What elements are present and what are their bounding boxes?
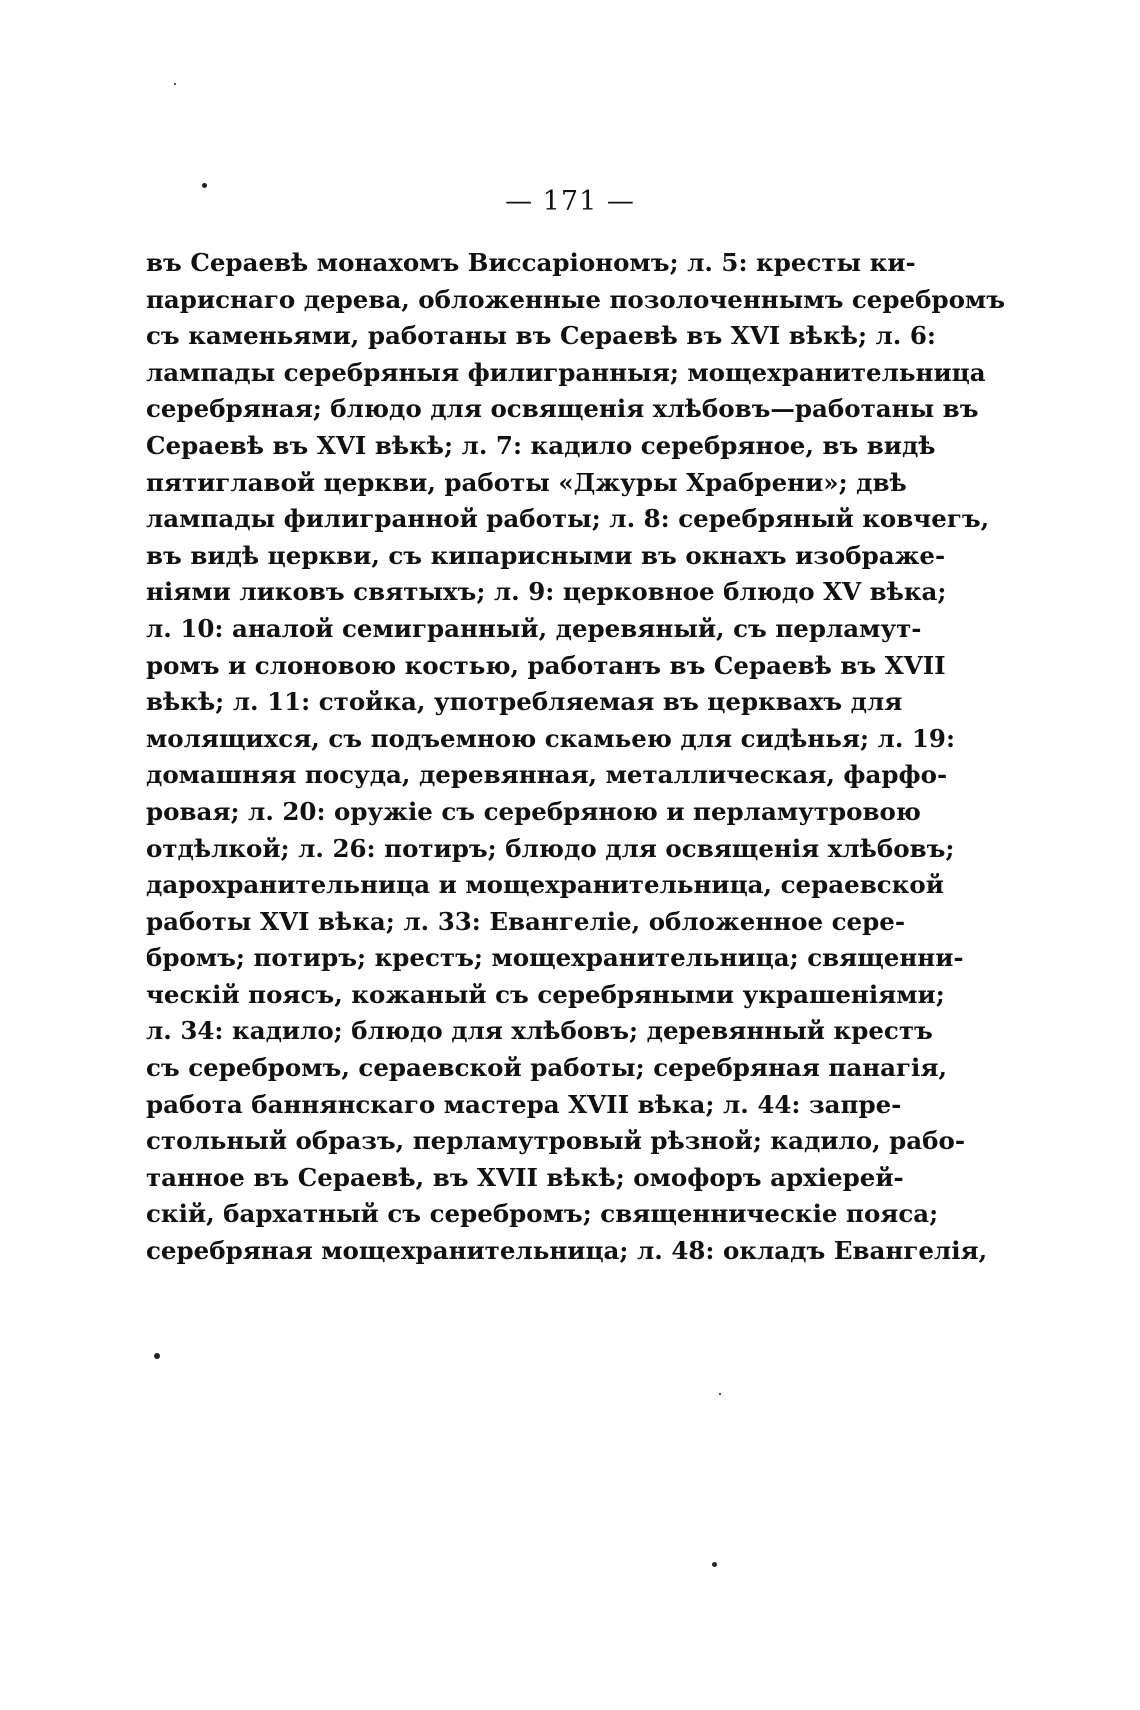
text-line: серебряная мощехранительница; л. 48: окладъ Евангелія, — [146, 1236, 988, 1266]
text-line: съ каменьями, работаны въ Сераевѣ въ XVI вѣкѣ; л. 6: — [146, 321, 936, 351]
text-line: дарохранительница и мощехранительница, сераевской — [146, 870, 944, 900]
text-line: съ серебромъ, сераевской работы; серебряная панагія, — [146, 1053, 947, 1083]
text-line: лампады филигранной работы; л. 8: серебряный ковчегъ, — [146, 504, 990, 534]
text-line: париснаго дерева, обложенные позолоченнымъ серебромъ — [146, 284, 1006, 314]
text-line: л. 10: аналой семигранный, деревяный, съ перламут- — [146, 613, 922, 643]
text-line: бромъ; потиръ; крестъ; мощехранительница; священни- — [146, 943, 964, 973]
text-line: работа баннянскаго мастера XVII вѣка; л. 44: запре- — [146, 1089, 902, 1119]
text-line: пятиглавой церкви, работы «Джуры Храбрени»; двѣ — [146, 467, 907, 497]
text-line: вѣкѣ; л. 11: стойка, употребляемая въ церквахъ для — [146, 687, 903, 717]
text-line: работы XVI вѣка; л. 33: Евангеліе, обложенное сере- — [146, 906, 906, 936]
page-number: — 171 — — [505, 186, 635, 217]
text-line: въ видѣ церкви, съ кипарисными въ окнахъ изображе- — [146, 540, 946, 570]
scan-speck — [154, 1353, 160, 1359]
text-line: серебряная; блюдо для освященія хлѣбовъ—работаны въ — [146, 394, 979, 424]
text-line: танное въ Сераевѣ, въ XVII вѣкѣ; омофоръ архіерей- — [146, 1162, 904, 1192]
scan-speck — [202, 183, 207, 188]
text-line: въ Сераевѣ монахомъ Виссаріономъ; л. 5: кресты ки- — [146, 248, 916, 277]
text-line: ческій поясъ, кожаный съ серебряными украшеніями; — [146, 979, 945, 1009]
text-line: молящихся, съ подъемною скамьею для сидѣнья; л. 19: — [146, 723, 956, 753]
text-line: л. 34: кадило; блюдо для хлѣбовъ; деревянный крестъ — [146, 1016, 933, 1046]
text-line: ромъ и слоновою костью, работанъ въ Сераевѣ въ XVII — [146, 650, 946, 680]
text-line: стольный образъ, перламутровый рѣзной; кадило, рабо- — [146, 1126, 966, 1156]
body-text — [146, 245, 1006, 1270]
text-line: отдѣлкой; л. 26: потиръ; блюдо для освященія хлѣбовъ; — [146, 833, 955, 863]
scan-speck — [719, 1393, 721, 1395]
text-line: Сераевѣ въ XVI вѣкѣ; л. 7: кадило серебряное, въ видѣ — [146, 430, 936, 460]
text-line: лампады серебряныя филигранныя; мощехранительница — [146, 357, 986, 387]
scan-speck — [712, 1562, 717, 1567]
text-line: домашняя посуда, деревянная, металлическая, фарфо- — [146, 760, 948, 790]
scan-speck — [174, 83, 176, 85]
text-line: ровая; л. 20: оружіе съ серебряною и перламутровою — [146, 796, 921, 826]
text-line: ніями ликовъ святыхъ; л. 9: церковное блюдо XV вѣка; — [146, 577, 947, 607]
text-line: скій, бархатный съ серебромъ; священническіе пояса; — [146, 1199, 939, 1229]
